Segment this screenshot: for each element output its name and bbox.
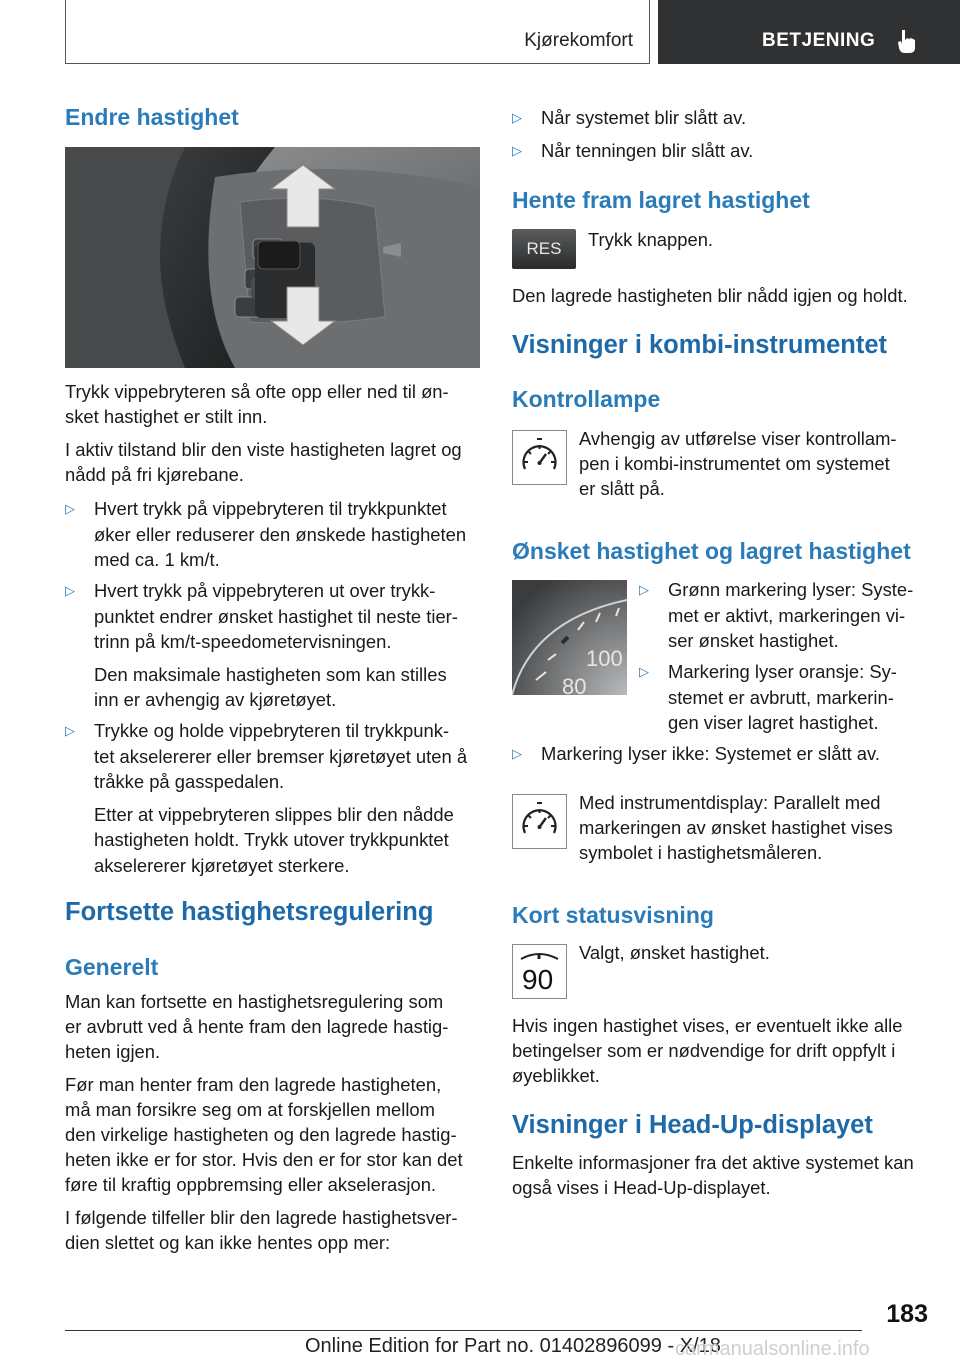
paragraph-line: Avhengig av utførelse viser kontrollam- — [579, 428, 897, 449]
list-item — [65, 496, 485, 576]
list-item-text: Hvert trykk på vippebryteren til trykkpunktet — [94, 498, 447, 519]
list-item-text: Markering lyser oransje: Sy- — [668, 661, 897, 682]
list-item — [512, 105, 932, 131]
footer-divider — [65, 1330, 862, 1331]
heading-generelt: Generelt — [65, 954, 159, 980]
set-speed-value: 90 — [522, 964, 554, 995]
paragraph-line: heten igjen. — [65, 1041, 161, 1062]
paragraph-line: sket hastighet er stilt inn. — [65, 406, 268, 427]
paragraph-line: Trykk vippebryteren så ofte opp eller ned til øn- — [65, 381, 449, 402]
speedometer-photo — [512, 580, 627, 695]
paragraph-line: er slått på. — [579, 478, 665, 499]
page-number: 183 — [886, 1300, 928, 1328]
kort-status-text: Valgt, ønsket hastighet. — [579, 942, 770, 963]
list-item-text: akselererer kjøretøyet sterkere. — [94, 854, 350, 876]
paragraph-line: Man kan fortsette en hastighetsregulering som — [65, 991, 444, 1012]
list-item-text: gen viser lagret hastighet. — [668, 712, 879, 733]
paragraph-line: nådd på fri kjørebane. — [65, 464, 244, 485]
triangle-bullet-icon: ▷ — [512, 746, 522, 761]
pointing-hand-icon — [896, 28, 918, 54]
list-item — [65, 718, 485, 888]
paragraph-line: betingelser som er nødvendige for drift oppfylt i — [512, 1040, 896, 1061]
triangle-bullet-icon: ▷ — [65, 583, 75, 598]
paragraph-line: I aktiv tilstand blir den viste hastigheten lagret og — [65, 439, 462, 460]
paragraph-line: er avbrutt ved å hente fram den lagrede hastig- — [65, 1016, 449, 1037]
speedometer-cruise-icon — [512, 430, 567, 485]
heading-fortsette: Fortsette hastighetsregulering — [65, 898, 434, 926]
header-section-tab — [65, 0, 650, 64]
list-item — [512, 138, 932, 164]
speedometer-label-80: 80 — [562, 674, 587, 695]
list-item-text: trinn på km/t-speedometervisningen. — [94, 631, 392, 652]
paragraph-line: pen i kombi-instrumentet om systemet — [579, 453, 890, 474]
list-item-text: Grønn markering lyser: Syste- — [668, 579, 914, 600]
footer-edition: Online Edition for Part no. 01402896099 - X/18 — [305, 1335, 721, 1357]
header-section-title: Kjørekomfort — [524, 30, 633, 51]
speedometer-cruise-icon — [512, 794, 567, 849]
list-item-text: met er aktivt, markeringen vi- — [668, 604, 906, 626]
paragraph-line: må man forsikre seg om at forskjellen mellom — [65, 1099, 435, 1120]
triangle-bullet-icon: ▷ — [639, 582, 649, 597]
heading-kontrollampe: Kontrollampe — [512, 386, 661, 412]
list-item — [639, 659, 939, 739]
list-item-text: tråkke på gasspedalen. — [94, 771, 285, 792]
list-item-text: Når tenningen blir slått av. — [541, 140, 754, 161]
paragraph-line: Med instrumentdisplay: Parallelt med — [579, 792, 881, 813]
list-item-text: med ca. 1 km/t. — [94, 549, 220, 570]
list-item-text: tet akselererer eller bremser kjøretøyet uten å — [94, 745, 468, 767]
paragraph-line: Enkelte informasjoner fra det aktive systemet kan — [512, 1152, 914, 1173]
list-item-text: hastigheten holdt. Trykk utover trykkpunktet — [94, 829, 449, 850]
list-item-text: inn er avhengig av kjøretøyet. — [94, 689, 337, 710]
footer-watermark: carmanualsonline.info — [675, 1338, 870, 1360]
paragraph-line: dien slettet og kan ikke hentes opp mer: — [65, 1232, 391, 1253]
paragraph-line: den virkelige hastigheten og den lagrede hastig- — [65, 1124, 457, 1145]
header-chapter-tab — [658, 0, 960, 64]
heading-hente-fram: Hente fram lagret hastighet — [512, 187, 810, 213]
triangle-bullet-icon: ▷ — [512, 143, 522, 158]
heading-onsket-hastighet: Ønsket hastighet og lagret hastighet — [512, 538, 911, 564]
heading-head-up: Visninger i Head-Up-displayet — [512, 1111, 873, 1139]
paragraph-line: føre til kraftig oppbremsing eller akselerasjon. — [65, 1174, 437, 1195]
paragraph-line: I følgende tilfeller blir den lagrede hastighetsver- — [65, 1207, 458, 1228]
steering-wheel-photo — [65, 147, 480, 368]
list-item-text: Hvert trykk på vippebryteren ut over trykk- — [94, 580, 436, 601]
list-item-text: ser ønsket hastighet. — [668, 630, 839, 651]
speedometer-label-100: 100 — [586, 646, 623, 671]
heading-visninger-kombi: Visninger i kombi-instrumentet — [512, 331, 888, 359]
list-item-text: Den maksimale hastigheten som kan stilles — [94, 663, 447, 685]
paragraph-line: også vises i Head-Up-displayet. — [512, 1177, 771, 1198]
list-item-text: Trykke og holde vippebryteren til trykkpunk- — [94, 720, 450, 741]
res-button-icon — [512, 229, 576, 269]
paragraph-line: symbolet i hastighetsmåleren. — [579, 842, 823, 863]
list-item — [512, 741, 942, 767]
triangle-bullet-icon: ▷ — [65, 723, 75, 738]
list-item-text: stemet er avbrutt, markerin- — [668, 686, 894, 708]
header-chapter-title: BETJENING — [762, 30, 876, 51]
paragraph-line: Hvis ingen hastighet vises, er eventuelt ikke alle — [512, 1015, 903, 1036]
list-item-text: Når systemet blir slått av. — [541, 107, 747, 128]
triangle-bullet-icon: ▷ — [639, 664, 649, 679]
list-item-text: øker eller reduserer den ønskede hastigheten — [94, 523, 467, 545]
set-speed-status-icon — [512, 944, 567, 999]
paragraph-line: Før man henter fram den lagrede hastigheten, — [65, 1074, 442, 1095]
list-item — [639, 577, 939, 657]
paragraph-line: heten ikke er for stor. Hvis den er for stor kan det — [65, 1149, 463, 1170]
list-item — [65, 578, 485, 718]
paragraph-line: markeringen av ønsket hastighet vises — [579, 817, 893, 838]
list-item-text: Etter at vippebryteren slippes blir den nådde — [94, 803, 454, 825]
paragraph-line: Den lagrede hastigheten blir nådd igjen og holdt. — [512, 285, 908, 306]
list-item-text: Markering lyser ikke: Systemet er slått av. — [541, 743, 880, 764]
heading-endre-hastighet: Endre hastighet — [65, 104, 239, 130]
heading-kort-statusvisning: Kort statusvisning — [512, 902, 714, 928]
res-instruction: Trykk knappen. — [588, 229, 714, 250]
triangle-bullet-icon: ▷ — [512, 110, 522, 125]
res-button-label: RES — [526, 239, 562, 258]
triangle-bullet-icon: ▷ — [65, 501, 75, 516]
list-item-text: punktet endrer ønsket hastighet til neste tier- — [94, 605, 458, 627]
paragraph-line: øyeblikket. — [512, 1065, 600, 1086]
